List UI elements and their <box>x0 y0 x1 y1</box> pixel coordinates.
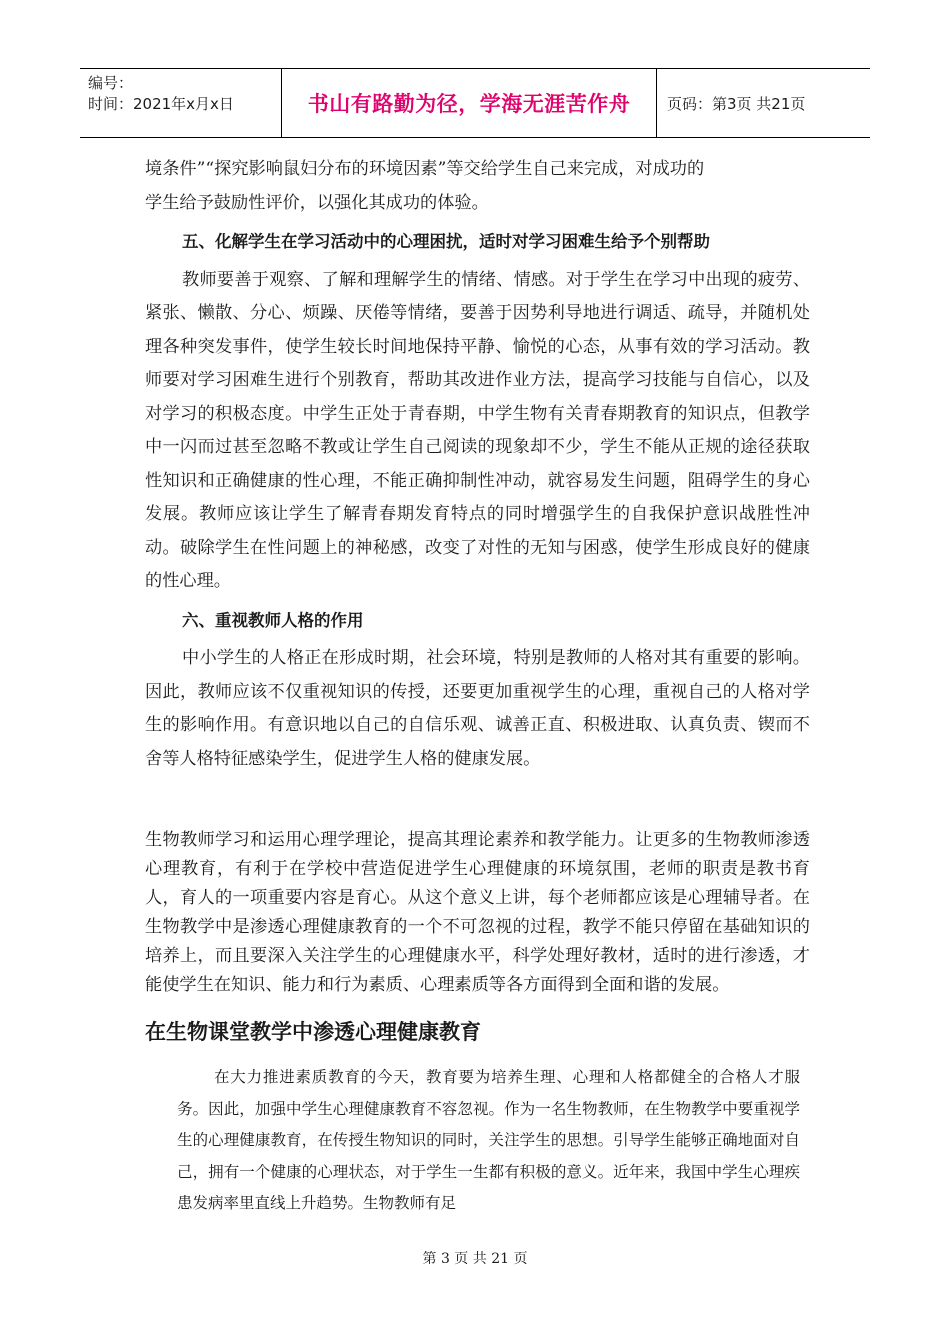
header-motto: 书山有路勤为径，学海无涯苦作舟 <box>282 69 657 137</box>
article-paragraph: 在大力推进素质教育的今天，教育要为培养生理、心理和人格都健全的合格人才服务。因此，加强中学生心理健康教育不容忽视。作为一名生物教师，在生物教学中要重视学生的心理健康教育，在传授生物知识的同时，关注学生的思想。引导学生能够正确地面对自己，拥有一个健康的心理状态，对于学生一生都有积极的意义。近年来，我国中学生心理疾患发病率里直线上升趋势。生物教师有足 <box>177 1068 800 1212</box>
time-label: 时间：2021年x月x日 <box>88 95 234 113</box>
heading-six: 六、重视教师人格的作用 <box>182 610 364 630</box>
continued-line-1: 境条件”“探究影响鼠妇分布的环境因素”等交给学生自己来完成，对成功的 <box>145 159 705 179</box>
page-header <box>80 68 870 138</box>
section-a <box>145 153 810 776</box>
paragraph-five: 教师要善于观察、了解和理解学生的情绪、情感。对于学生在学习中出现的疲劳、紧张、懒散、分心、烦躁、厌倦等情绪，要善于因势利导地进行调适、疏导，并随机处理各种突发事件，使学生较长时间地保持平静、愉悦的心态，从事有效的学习活动。教师要对学习困难生进行个别教育，帮助其改进作业方法，提高学习技能与自信心，以及对学习的积极态度。中学生正处于青春期，中学生物有关青春期教育的知识点，但教学中一闪而过甚至忽略不教或让学生自己阅读的现象却不少，学生不能从正规的途径获取性知识和正确健康的性心理，不能正确抑制性冲动，就容易发生问题，阻碍学生的身心发展。教师应该让学生了解青春期发育特点的同时增强学生的自我保护意识战胜性冲动。破除学生在性问题上的神秘感，改变了对性的无知与困惑，使学生形成良好的健康的性心理。 <box>145 269 810 591</box>
paragraph-six: 中小学生的人格正在形成时期，社会环境，特别是教师的人格对其有重要的影响。因此，教师应该不仅重视知识的传授，还要更加重视学生的心理，重视自己的人格对学生的影响作用。有意识地以自己的自信乐观、诚善正直、积极进取、认真负责、锲而不舍等人格特征感染学生，促进学生人格的健康发展。 <box>145 648 810 769</box>
number-label: 编号： <box>88 74 134 92</box>
heading-five: 五、化解学生在学习活动中的心理困扰，适时对学习困难生给予个别帮助 <box>182 232 710 251</box>
page-footer: 第 3 页 共 21 页 <box>422 1251 528 1267</box>
paragraph-summary: 生物教师学习和运用心理学理论，提高其理论素养和教学能力。让更多的生物教师渗透心理教育，有利于在学校中营造促进学生心理健康的环境氛围，老师的职责是教书育人，育人的一项重要内容是育心。从这个意义上讲，每个老师都应该是心理辅导者。在生物教学中是渗透心理健康教育的一个不可忽视的过程，教学不能只停留在基础知识的培养上，而且要深入关注学生的心理健康水平，科学处理好教材，适时的进行渗透，才能使学生在知识、能力和行为素质、心理素质等各方面得到全面和谐的发展。 <box>145 830 810 995</box>
section-b <box>145 826 810 1000</box>
header-page-info: 页码：第3页 共21页 <box>667 94 806 113</box>
continued-line-2: 学生给予鼓励性评价，以强化其成功的体验。 <box>145 192 489 213</box>
article-title: 在生物课堂教学中渗透心理健康教育 <box>145 1020 481 1044</box>
header-meta <box>80 69 282 137</box>
article-body <box>177 1062 800 1220</box>
